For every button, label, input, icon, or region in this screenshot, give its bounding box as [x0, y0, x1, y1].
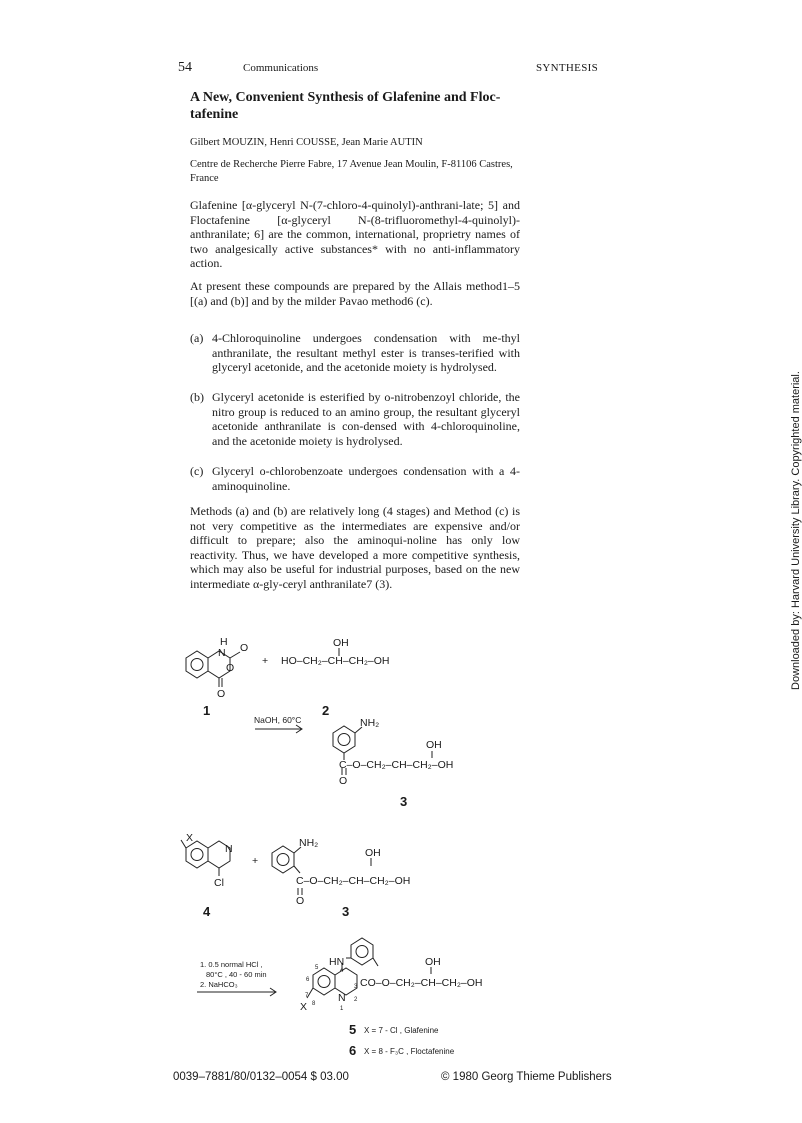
ring-position: 6	[306, 977, 310, 983]
scheme-n-label: N	[338, 992, 346, 1004]
product-5-label: X = 7 - Cl , Glafenine	[364, 1026, 439, 1035]
product-6-label: X = 8 - F₃C , Floctafenine	[364, 1047, 455, 1056]
method-text: Glyceryl acetonide is esterified by o-nitrobenzoyl chloride, the nitro group is reduced to an amino group, the resultant glyceryl acetonide anthranilate is con-densed with 4-chloroquinoline, and the acetonide moiety is hydrolysed.	[212, 390, 520, 448]
method-tag: (a)	[190, 331, 204, 345]
reaction-scheme	[0, 620, 795, 1060]
ring-position: 7	[305, 993, 309, 999]
condition-hcl: 1. 0.5 normal HCl ,	[200, 960, 263, 969]
compound-number: 6	[349, 1043, 357, 1058]
scheme-o-label: O	[217, 688, 226, 700]
condition-temp: 80°C , 40 - 60 min	[206, 970, 267, 979]
glycerol-formula: HO–CH₂–CH–CH₂–OH	[281, 655, 390, 667]
scheme-n-label: N	[225, 843, 233, 855]
page-number: 54	[178, 60, 192, 75]
scheme-nh2-label: NH₂	[360, 717, 380, 729]
compound-number: 3	[342, 904, 350, 919]
scheme-nh2-label: NH₂	[299, 837, 319, 849]
scheme-hn-label: HN	[329, 956, 345, 968]
scheme-o-label: O	[296, 895, 305, 907]
scheme-cl-label: Cl	[214, 877, 224, 889]
scheme-o-label: O	[240, 642, 249, 654]
ester-chain: C–O–CH₂–CH–CH₂–OH	[296, 875, 411, 887]
compound-number: 5	[349, 1022, 357, 1037]
method-tag: (c)	[190, 464, 204, 478]
condition-nahco3: 2. NaHCO₃	[200, 980, 238, 989]
ring-position: 5	[315, 965, 319, 971]
article-code: 0039–7881/80/0132–0054 $ 03.00	[173, 1071, 349, 1083]
co-chain: CO–O–CH₂–CH–CH₂–OH	[360, 977, 483, 989]
ring-position: 8	[312, 1001, 316, 1007]
affiliation: Centre de Recherche Pierre Fabre, 17 Avenue Jean Moulin, F-81106 Castres, France	[190, 159, 513, 184]
article-title: A New, Convenient Synthesis of Glafenine and Floc-tafenine	[190, 90, 501, 122]
copyright-notice: © 1980 Georg Thieme Publishers	[441, 1071, 612, 1083]
ring-position: 2	[354, 997, 358, 1003]
scheme-o-label: O	[339, 775, 348, 787]
method-text: 4-Chloroquinoline undergoes condensation with me-thyl anthranilate, the resultant methyl ester is transes-terified with glyceryl acetonide, and the acetonide moiety is hydrolysed.	[212, 331, 520, 375]
ring-position: 3	[354, 984, 358, 990]
condition-naoh: NaOH, 60°C	[254, 715, 302, 725]
download-notice: Downloaded by: Harvard University Library. Copyrighted material.	[790, 371, 802, 690]
method-tag: (b)	[190, 390, 204, 404]
scheme-plus: +	[252, 855, 259, 867]
scheme-oh-label: OH	[365, 847, 381, 859]
scheme-oh-label: OH	[425, 956, 441, 968]
scheme-plus: +	[262, 655, 269, 667]
compound-number: 2	[322, 703, 330, 718]
intro-paragraph: Glafenine [α-glyceryl N-(7-chloro-4-quinolyl)-anthrani-late; 5] and Floctafenine [α-glyceryl N-(8-trifluoromethyl-4-quinolyl)-anthranilate; 6] are the common, international, proprietry names of two analgesically active substances* with no anti-inflammatory action.	[190, 198, 520, 271]
scheme-oh-label: OH	[333, 637, 349, 649]
ring-position: 1	[340, 1006, 344, 1012]
compound-number: 1	[203, 703, 211, 718]
journal-name: SYNTHESIS	[536, 62, 598, 74]
author-list: Gilbert MOUZIN, Henri COUSSE, Jean Marie AUTIN	[190, 137, 423, 148]
ring-position: 4	[340, 968, 344, 974]
section-name: Communications	[243, 62, 319, 74]
ester-chain: C–O–CH₂–CH–CH₂–OH	[339, 759, 454, 771]
scheme-o-label: O	[226, 662, 235, 674]
conclusion-paragraph: Methods (a) and (b) are relatively long (4 stages) and Method (c) is not very competitive as the intermediates are expensive and/or difficult to prepare; also the aminoqui-noline has only low reactivity. Thus, we have developed a more competitive synthesis, which may also be useful for industrial purposes, based on the new intermediate α-gly-ceryl anthranilate7 (3).	[190, 504, 520, 591]
compound-number: 3	[400, 794, 408, 809]
scheme-h-label: H	[220, 636, 228, 648]
scheme-n-label: N	[218, 647, 226, 659]
method-text: Glyceryl o-chlorobenzoate undergoes condensation with a 4-aminoquinoline.	[212, 464, 520, 493]
scheme-x-label: X	[186, 832, 194, 844]
scheme-oh-label: OH	[426, 739, 442, 751]
compound-number: 4	[203, 904, 211, 919]
scheme-x-label: X	[300, 1001, 308, 1013]
methods-paragraph: At present these compounds are prepared by the Allais method1–5 [(a) and (b)] and by the milder Pavao method6 (c).	[190, 279, 520, 308]
